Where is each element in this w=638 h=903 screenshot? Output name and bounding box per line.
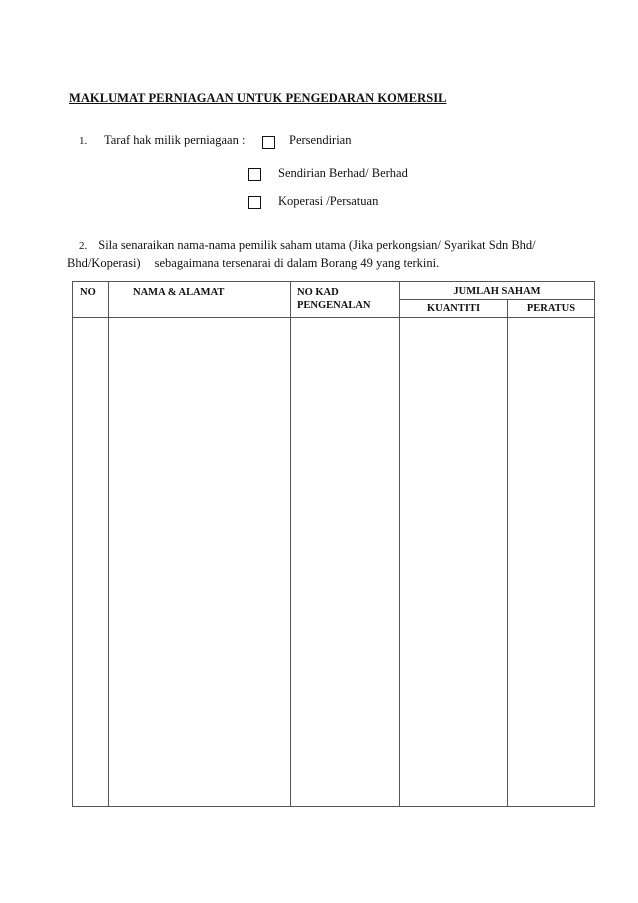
header-no-kad-pengenalan: [291, 282, 400, 318]
cell-no-kad-pengenalan[interactable]: [291, 317, 400, 806]
checkbox-persendirian[interactable]: [262, 136, 275, 149]
question-2-text: Sila senaraikan nama-nama pemilik saham utama (Jika perkongsian/ Syarikat Sdn Bhd/: [98, 238, 536, 252]
header-nama-alamat: NAMA & ALAMAT: [109, 282, 291, 318]
cell-kuantiti[interactable]: [400, 317, 508, 806]
header-kuantiti: KUANTITI: [400, 300, 508, 317]
checkbox-koperasi[interactable]: [248, 196, 261, 209]
cell-peratus[interactable]: [508, 317, 595, 806]
form-title: MAKLUMAT PERNIAGAAN UNTUK PENGEDARAN KOMERSIL: [69, 91, 447, 105]
question-1-label: Taraf hak milik perniagaan :: [104, 133, 246, 147]
question-2-number: 2.: [79, 240, 88, 252]
cell-no[interactable]: [73, 317, 109, 806]
question-1-number: 1.: [79, 135, 88, 147]
header-jumlah-saham: JUMLAH SAHAM: [400, 282, 595, 300]
option-koperasi-label: Koperasi /Persatuan: [278, 194, 379, 208]
header-no-kad: NO KAD: [297, 287, 339, 298]
header-peratus: PERATUS: [508, 300, 595, 317]
question-2-text-part-b: sebagaimana tersenarai di dalam Borang 49 yang terkini.: [154, 256, 440, 270]
question-2-line-1: [79, 238, 536, 253]
question-2-text-part-a: Bhd/Koperasi): [67, 256, 141, 270]
option-sendirian-berhad-label: Sendirian Berhad/ Berhad: [278, 166, 408, 180]
header-no: NO: [73, 282, 109, 318]
cell-nama-alamat[interactable]: [109, 317, 291, 806]
checkbox-sendirian-berhad[interactable]: [248, 168, 261, 181]
shareholder-table: [72, 281, 595, 807]
question-2-line-2: [67, 256, 439, 271]
header-pengenalan: PENGENALAN: [297, 300, 371, 311]
option-persendirian-label: Persendirian: [289, 133, 352, 147]
